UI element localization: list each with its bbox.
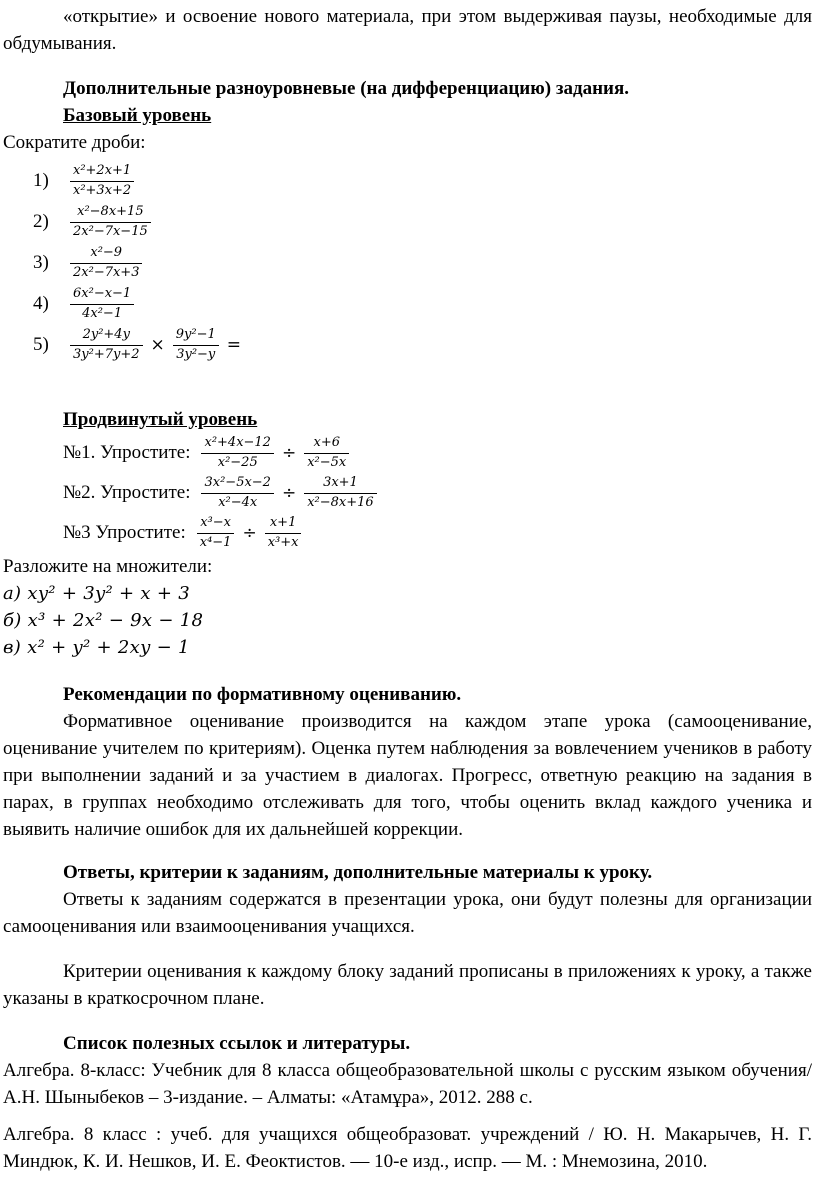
- fraction-numerator: x²−8x+15: [70, 204, 151, 222]
- book-reference-2: Алгебра. 8 класс : учеб. для учащихся общеобразоват. учреждений / Ю. Н. Макарычев, Н. Г. Миндюк, К. И. Нешков, И. Е. Феоктистов. — 10-е изд., испр. — М. : Мнемозина, 2010.: [3, 1124, 812, 1172]
- multiply-operator: ×: [150, 335, 165, 355]
- fraction-denominator: x²−5x: [307, 454, 347, 470]
- fraction-denominator: x²−8x+16: [307, 494, 374, 510]
- fraction-denominator: 4x²−1: [82, 305, 123, 321]
- fraction-denominator: 2x²−7x−15: [73, 223, 148, 239]
- fraction: [70, 327, 143, 363]
- fraction-item-4: [33, 285, 812, 323]
- item-number: 2): [33, 211, 49, 232]
- simplify-task-1: [63, 433, 812, 473]
- item-number: 4): [33, 293, 49, 314]
- fraction-item-3: [33, 244, 812, 282]
- fraction-denominator: x³+x: [267, 534, 299, 550]
- fraction-denominator: x²−4x: [218, 494, 258, 510]
- fraction-denominator: 3y²−y: [176, 346, 216, 362]
- heading-formative-assessment: Рекомендации по формативному оцениванию.: [63, 684, 462, 705]
- answers-paragraph: Ответы к заданиям содержатся в презентации урока, они будут полезны для организации самооценивания или взаимооценивания учащихся.: [3, 889, 812, 937]
- factor-item-a: а) xy² + 3y² + x + 3: [3, 583, 191, 604]
- fraction: [70, 204, 151, 240]
- heading-basic-level: Базовый уровень: [63, 105, 212, 126]
- heading-advanced-level: Продвинутый уровень: [63, 409, 258, 430]
- fraction-numerator: x+1: [265, 515, 302, 533]
- fraction: [173, 327, 219, 363]
- heading-useful-links: Список полезных ссылок и литературы.: [63, 1033, 411, 1054]
- reduce-fractions-prompt: Сократите дроби:: [3, 132, 146, 153]
- task-label: №3 Упростите:: [63, 522, 186, 543]
- fraction-numerator: 6x²−x−1: [70, 286, 134, 304]
- fraction-item-1: [33, 162, 812, 200]
- fraction-numerator: 3x+1: [304, 475, 376, 493]
- item-number: 5): [33, 334, 49, 355]
- fraction: [201, 475, 273, 511]
- fraction-denominator: x⁴−1: [199, 534, 232, 550]
- factor-item-v: в) x² + y² + 2xy − 1: [3, 637, 190, 658]
- fraction: [304, 475, 376, 511]
- fraction-denominator: 2x²−7x+3: [73, 264, 140, 280]
- fraction-numerator: 2y²+4y: [70, 327, 143, 345]
- fraction: [70, 163, 134, 199]
- fraction-denominator: x²+3x+2: [73, 182, 132, 198]
- item-number: 3): [33, 252, 49, 273]
- fraction: [70, 245, 142, 281]
- fraction: [265, 515, 302, 551]
- simplify-task-3: [63, 513, 812, 553]
- fraction: [201, 435, 273, 471]
- book-reference-1: Алгебра. 8-класс: Учебник для 8 класса общеобразовательной школы с русским языком обучения/ А.Н. Шыныбеков – 3-издание. – Алматы: «Атамұра», 2012. 288 с.: [3, 1060, 812, 1108]
- fraction-numerator: x²−9: [70, 245, 142, 263]
- factor-prompt: Разложите на множители:: [3, 556, 213, 577]
- divide-operator: ÷: [281, 483, 297, 503]
- divide-operator: ÷: [281, 443, 297, 463]
- fraction: [197, 515, 235, 551]
- fraction-numerator: x²+2x+1: [70, 163, 134, 181]
- fraction-numerator: 9y²−1: [173, 327, 219, 345]
- fraction-item-5: [33, 326, 812, 364]
- fraction: [70, 286, 134, 322]
- fraction-numerator: 3x²−5x−2: [201, 475, 273, 493]
- fraction-denominator: 3y²+7y+2: [73, 346, 140, 362]
- equals-sign: =: [226, 335, 241, 355]
- criteria-paragraph: Критерии оценивания к каждому блоку заданий прописаны в приложениях к уроку, а также указаны в краткосрочном плане.: [3, 961, 812, 1009]
- basic-fraction-list: [3, 162, 812, 364]
- fraction-denominator: x²−25: [217, 454, 258, 470]
- fraction-numerator: x²+4x−12: [201, 435, 273, 453]
- formative-paragraph: Формативное оценивание производится на каждом этапе урока (самооценивание, оценивание учителем по критериям). Оценка путем наблюдения за вовлечением учеников в работу при выполнении заданий и за участием в диалогах. Прогресс, ответную реакцию на задания в парах, в группах необходимо отслеживать для того, чтобы оценить вклад каждого ученика и выявить наличие ошибок для их дальнейшей коррекции.: [3, 711, 812, 840]
- heading-differentiated-tasks: Дополнительные разноуровневые (на дифференциацию) задания.: [63, 78, 630, 99]
- item-number: 1): [33, 170, 49, 191]
- factor-item-b: б) x³ + 2x² − 9x − 18: [3, 610, 204, 631]
- task-label: №2. Упростите:: [63, 482, 191, 503]
- simplify-task-2: [63, 473, 812, 513]
- heading-answers-materials: Ответы, критерии к заданиям, дополнительные материалы к уроку.: [63, 862, 653, 883]
- divide-operator: ÷: [242, 523, 257, 543]
- task-label: №1. Упростите:: [63, 442, 191, 463]
- fraction-numerator: x³−x: [197, 515, 235, 533]
- fraction-item-2: [33, 203, 812, 241]
- fraction: [304, 435, 349, 471]
- intro-paragraph: «открытие» и освоение нового материала, при этом выдерживая паузы, необходимые для обдумывания.: [3, 6, 812, 54]
- fraction-numerator: x+6: [304, 435, 349, 453]
